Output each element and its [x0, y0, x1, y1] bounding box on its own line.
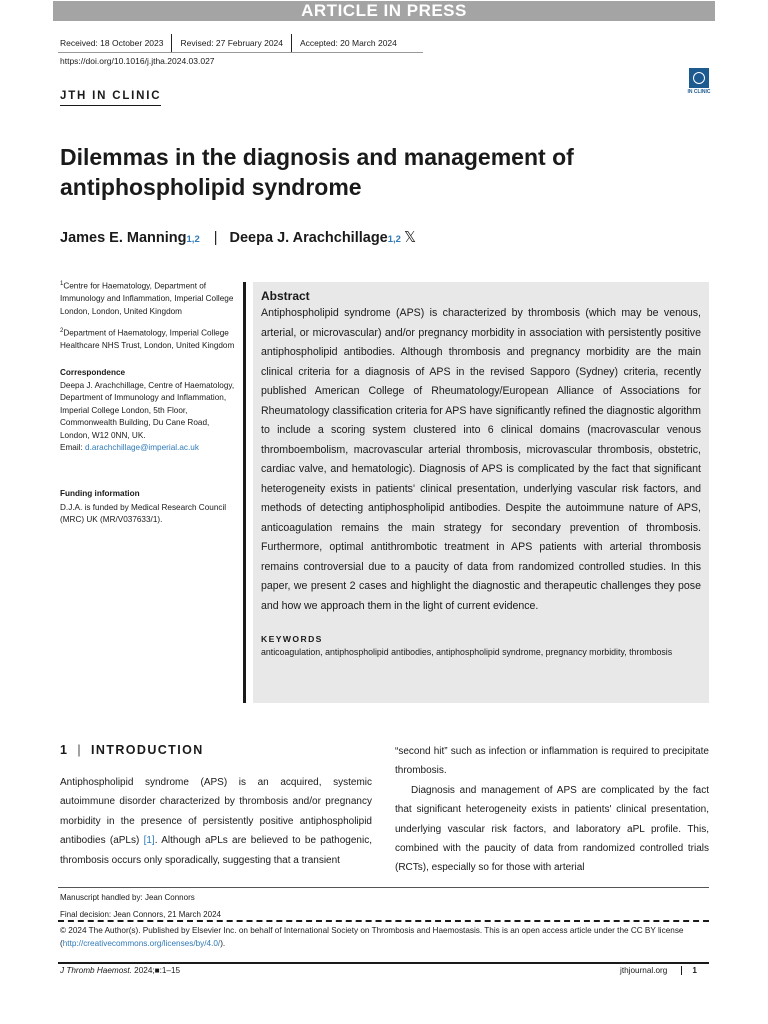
intro-paragraph: “second hit” such as infection or inflammation is required to precipitate thrombosis. [395, 746, 709, 777]
journal-logo [686, 68, 712, 95]
journal-logo-icon [689, 68, 709, 88]
section-number: 1 [60, 743, 69, 757]
final-decision: Final decision: Jean Connors, 21 March 2024 [60, 910, 221, 919]
section-tag: JTH IN CLINIC [60, 90, 161, 106]
page-number: 1 [681, 966, 697, 975]
article-in-press-banner: ARTICLE IN PRESS [53, 1, 715, 21]
abstract-box [253, 282, 709, 703]
manuscript-handled-by: Manuscript handled by: Jean Connors [60, 893, 195, 902]
affiliation-2 [60, 325, 238, 353]
correspondence-email [60, 442, 238, 454]
intro-paragraph [60, 773, 372, 870]
citation-link[interactable]: [1] [143, 835, 155, 847]
author-affiliation-sup: 1,2 [186, 234, 200, 245]
email-label: Email: [60, 442, 83, 452]
dates-divider [58, 52, 423, 53]
abstract-side-bar [243, 282, 246, 703]
affiliation-1 [60, 278, 238, 318]
page-footer-right [620, 966, 697, 975]
author-name[interactable]: James E. Manning [60, 230, 187, 246]
copyright-notice [60, 925, 710, 950]
x-social-icon[interactable]: 𝕏 [403, 229, 417, 246]
keywords-heading: KEYWORDS [261, 634, 323, 644]
affiliation-sup: 1 [60, 281, 64, 287]
section-separator: | [77, 743, 83, 757]
intro-text: Antiphospholipid syndrome (APS) is an acquired, systemic autoimmune disorder characterized by thrombosis and/or pregnancy morbidity in the presence of persistently positive antiphospholipid antibodies (aPLs) [60, 777, 372, 847]
publication-dates [60, 34, 405, 52]
doi-link[interactable]: https://doi.org/10.1016/j.jtha.2024.03.027 [60, 56, 215, 66]
correspondence-heading: Correspondence [60, 367, 126, 377]
page-footer-divider [58, 962, 709, 964]
intro-paragraph: Diagnosis and management of APS are complicated by the fact that significant heterogeneity exists in patients' clinical presentation, underlying vascular risk factors, and laboratory aPL profile. This, combined with the paucity of data from randomized controlled trials (RCTs), especially so for those with arterial [395, 784, 709, 874]
journal-abbrev: J Thromb Haemost. [60, 966, 132, 975]
author-affiliation-sup: 1,2 [387, 234, 401, 245]
abstract-heading: Abstract [261, 289, 310, 303]
copyright-text: ). [220, 938, 226, 948]
revised-date: Revised: 27 February 2024 [171, 34, 291, 52]
introduction-heading [60, 743, 204, 757]
license-link[interactable]: http://creativecommons.org/licenses/by/4.0/ [62, 938, 221, 948]
article-title: Dilemmas in the diagnosis and management of antiphospholipid syndrome [60, 144, 574, 200]
journal-citation [60, 966, 180, 975]
funding-heading: Funding information [60, 489, 140, 499]
footnote-divider [58, 887, 709, 888]
author-name[interactable]: Deepa J. Arachchillage [229, 230, 388, 246]
affiliation-text: Centre for Haematology, Department of Immunology and Inflammation, Imperial College London, London, United Kingdom [60, 281, 234, 316]
accepted-date: Accepted: 20 March 2024 [291, 34, 405, 52]
keywords-list: anticoagulation, antiphospholipid antibodies, antiphospholipid syndrome, pregnancy morbidity, thrombosis [261, 647, 673, 657]
abstract-body: Antiphospholipid syndrome (APS) is characterized by thrombosis (which may be venous, arterial, or microvascular) and/or pregnancy morbidity in association with persistently positive antiphospholipid antibodies. Although thrombosis and pregnancy morbidity are the main clinical criteria for a diagnosis of APS in the revised Sapporo (Sydney) criteria, recently published American College of Rheumatology/European Alliance of Associations for Rheumatology classification criteria for APS have significantly refined the diagnostic algorithm to include a scoring system clustered into 6 clinical domains (macrovascular venous thromboembolism, macrovascular arterial thrombosis, microvascular thrombosis, obstetric, cardiac valve, and hematologic). Diagnosis of APS is complicated by the fact that significant heterogeneity exists in patients' clinical presentation, underlying vascular risk factors, and methods of detecting antiphospholipid antibodies. Despite the autoimmune nature of APS, anticoagulation remains the main strategy for secondary prevention of thrombosis. Furthermore, optimal antithrombotic treatment in APS patients with arterial thrombosis remains controversial due to a paucity of data from randomized controlled studies. In this paper, we present 2 cases and highlight the diagnostic and therapeutic challenges they pose and how we approach them in the light of current evidence. [261, 307, 701, 612]
intro-left-column [60, 773, 372, 870]
section-title: INTRODUCTION [91, 743, 204, 757]
intro-text: . Although aPLs are believed to be pathogenic, thrombosis occurs only sporadically, suggesting that a transient [60, 835, 372, 866]
affiliation-sup: 2 [60, 327, 64, 334]
journal-logo-label: IN CLINIC [687, 89, 711, 95]
copyright-text: © 2024 The Author(s). Published by Elsevier Inc. on behalf of International Society on Thrombosis and Haemostasis. This is an open access article under the CC BY license ( [60, 926, 684, 948]
author-list [60, 228, 416, 246]
journal-volume-pages: 2024;■:1–15 [131, 966, 181, 975]
copyright-divider [58, 920, 709, 922]
received-date: Received: 18 October 2023 [60, 38, 164, 48]
journal-website[interactable]: jthjournal.org [620, 966, 668, 975]
correspondence-address: Deepa J. Arachchillage, Centre of Haematology, Department of Immunology and Inflammation, Imperial College London, 5th Floor, Commonwealth Building, Du Cane Road, London, W12 0NN, UK. [60, 380, 235, 440]
email-link[interactable]: d.arachchillage@imperial.ac.uk [85, 442, 199, 452]
affiliations-column [60, 278, 238, 534]
funding-text: D.J.A. is funded by Medical Research Council (MRC) UK (MR/V037633/1). [60, 502, 227, 525]
author-separator: | [213, 230, 218, 246]
intro-right-column [395, 742, 709, 878]
affiliation-text: Department of Haematology, Imperial College Healthcare NHS Trust, London, United Kingdom [60, 328, 235, 351]
